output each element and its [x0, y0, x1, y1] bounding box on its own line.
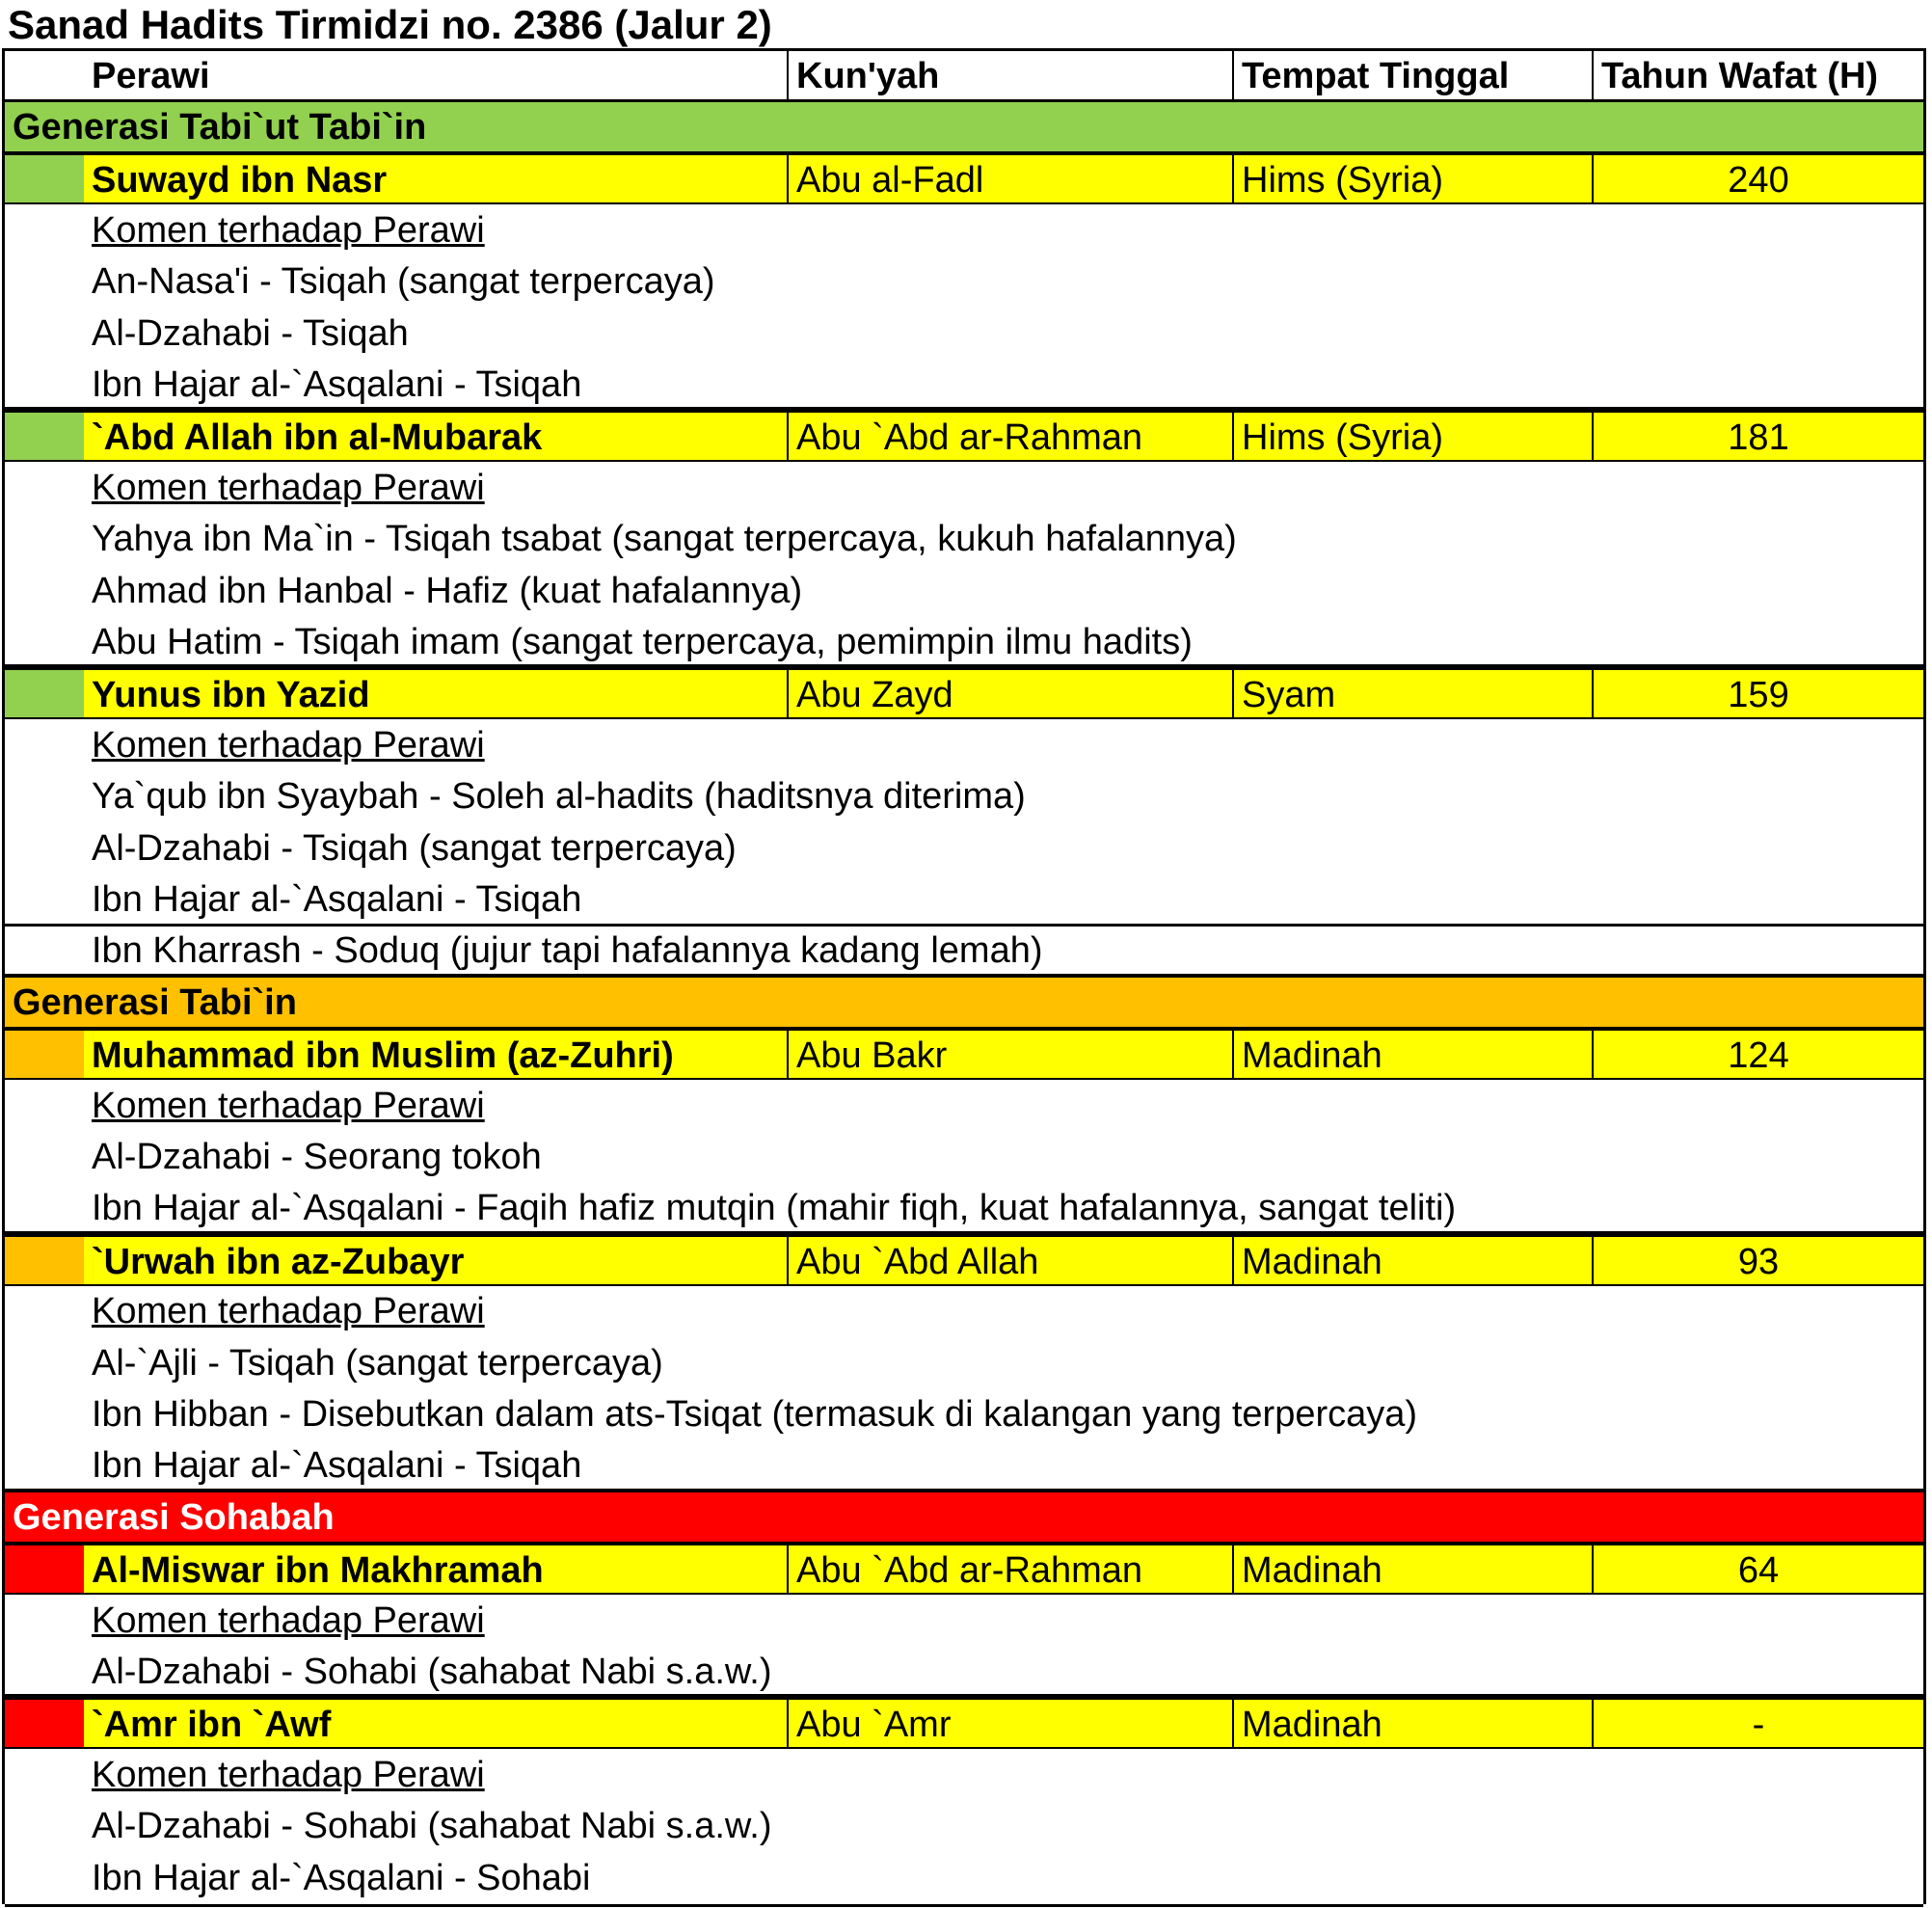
comment-row [5, 1132, 1923, 1183]
comment-row [5, 1647, 1923, 1698]
column-header-row [5, 51, 1923, 102]
comment-text: Ibn Hajar al-`Asqalani - Tsiqah [92, 879, 582, 920]
comment-heading: Komen terhadap Perawi [92, 724, 485, 766]
narrator-death-year: 181 [1592, 413, 1923, 460]
narrator-residence: Hims (Syria) [1232, 413, 1592, 460]
narrator-name: Suwayd ibn Nasr [92, 160, 388, 202]
comment-heading: Komen terhadap Perawi [92, 1291, 485, 1332]
generation-marker [5, 1031, 84, 1078]
narrator-residence: Madinah [1232, 1237, 1592, 1284]
narrator-row [5, 1029, 1923, 1080]
comment-heading-row [5, 463, 1923, 514]
generation-marker [5, 413, 84, 460]
narrator-row [5, 1235, 1923, 1286]
generation-marker [5, 1545, 84, 1593]
comment-text: Ibn Hajar al-`Asqalani - Faqih hafiz mutqin (mahir fiqh, kuat hafalannya, sangat teliti) [92, 1188, 1457, 1229]
narrator-kunyah: Abu Bakr [787, 1031, 1232, 1078]
comment-text: Al-Dzahabi - Sohabi (sahabat Nabi s.a.w.) [92, 1806, 772, 1847]
comment-heading-row [5, 1596, 1923, 1647]
generation-label: Generasi Tabi`ut Tabi`in [13, 107, 427, 148]
comment-heading-row [5, 1750, 1923, 1801]
narrator-name: `Urwah ibn az-Zubayr [92, 1241, 465, 1282]
column-header-wafat: Tahun Wafat (H) [1592, 51, 1923, 99]
narrator-death-year: 124 [1592, 1031, 1923, 1078]
generation-label: Generasi Tabi`in [13, 981, 297, 1023]
narrator-death-year: 240 [1592, 155, 1923, 202]
comment-text: Ya`qub ibn Syaybah - Soleh al-hadits (haditsnya diterima) [92, 776, 1026, 818]
comment-row [5, 309, 1923, 360]
comment-text: An-Nasa'i - Tsiqah (sangat terpercaya) [92, 261, 715, 303]
comment-text: Ibn Kharrash - Soduq (jujur tapi hafalannya kadang lemah) [92, 930, 1043, 972]
comment-text: Al-Dzahabi - Sohabi (sahabat Nabi s.a.w.) [92, 1652, 772, 1692]
comment-row [5, 823, 1923, 874]
comment-row [5, 771, 1923, 822]
generation-label: Generasi Sohabah [13, 1496, 335, 1538]
narrator-kunyah: Abu `Abd ar-Rahman [787, 1545, 1232, 1593]
comment-text: Ibn Hajar al-`Asqalani - Sohabi [92, 1857, 591, 1898]
comment-text: Ibn Hajar al-`Asqalani - Tsiqah [92, 364, 582, 405]
comment-heading: Komen terhadap Perawi [92, 467, 485, 508]
comment-heading-row [5, 205, 1923, 256]
comment-text: Yahya ibn Ma`in - Tsiqah tsabat (sangat terpercaya, kukuh hafalannya) [92, 519, 1237, 560]
comment-text: Ahmad ibn Hanbal - Hafiz (kuat hafalannya) [92, 570, 803, 611]
comment-text: Al-Dzahabi - Tsiqah (sangat terpercaya) [92, 827, 737, 869]
comment-text: Ibn Hajar al-`Asqalani - Tsiqah [92, 1445, 582, 1487]
comment-row [5, 1853, 1923, 1904]
column-header-perawi: Perawi [92, 56, 210, 96]
narrator-name: `Abd Allah ibn al-Mubarak [92, 417, 543, 459]
comment-row [5, 1338, 1923, 1389]
comment-row [5, 874, 1923, 926]
comment-heading-row [5, 720, 1923, 771]
generation-row [5, 978, 1923, 1029]
column-header-kunyah: Kun'yah [787, 51, 1232, 99]
narrator-residence: Madinah [1232, 1700, 1592, 1747]
comment-row [5, 514, 1923, 565]
comment-row [5, 1389, 1923, 1440]
comment-heading: Komen terhadap Perawi [92, 209, 485, 251]
narrator-name: Al-Miswar ibn Makhramah [92, 1550, 544, 1592]
comment-text: Al-Dzahabi - Tsiqah [92, 312, 409, 354]
comment-text: Al-`Ajli - Tsiqah (sangat terpercaya) [92, 1342, 663, 1384]
comment-row [5, 1801, 1923, 1852]
table-bottom-border [5, 1904, 1923, 1907]
comment-heading-row [5, 1286, 1923, 1337]
comment-heading: Komen terhadap Perawi [92, 1754, 485, 1795]
narrator-row [5, 1544, 1923, 1595]
comment-row [5, 566, 1923, 617]
generation-marker [5, 155, 84, 202]
narrator-row [5, 668, 1923, 719]
narrator-name: `Amr ibn `Awf [92, 1705, 332, 1746]
comment-row [5, 256, 1923, 308]
generation-row [5, 1492, 1923, 1544]
comment-row [5, 617, 1923, 668]
narrator-residence: Madinah [1232, 1545, 1592, 1593]
generation-row [5, 102, 1923, 153]
narrator-row [5, 411, 1923, 462]
comment-row [5, 1440, 1923, 1491]
comment-text: Ibn Hibban - Disebutkan dalam ats-Tsiqat (termasuk di kalangan yang terpercaya) [92, 1394, 1418, 1435]
comment-text: Abu Hatim - Tsiqah imam (sangat terpercaya, pemimpin ilmu hadits) [92, 622, 1193, 662]
narrator-name: Muhammad ibn Muslim (az-Zuhri) [92, 1035, 674, 1077]
narrator-residence: Syam [1232, 670, 1592, 717]
narrator-kunyah: Abu `Amr [787, 1700, 1232, 1747]
comment-heading: Komen terhadap Perawi [92, 1599, 485, 1641]
comment-heading: Komen terhadap Perawi [92, 1085, 485, 1126]
generation-marker [5, 670, 84, 717]
narrator-row [5, 153, 1923, 204]
narrator-death-year: 64 [1592, 1545, 1923, 1593]
sanad-table [2, 48, 1926, 1904]
narrator-residence: Hims (Syria) [1232, 155, 1592, 202]
narrator-row [5, 1698, 1923, 1749]
comment-text: Al-Dzahabi - Seorang tokoh [92, 1137, 542, 1177]
generation-marker [5, 1700, 84, 1747]
narrator-death-year: - [1592, 1700, 1923, 1747]
narrator-kunyah: Abu Zayd [787, 670, 1232, 717]
narrator-kunyah: Abu `Abd ar-Rahman [787, 413, 1232, 460]
narrator-name: Yunus ibn Yazid [92, 675, 370, 716]
narrator-death-year: 159 [1592, 670, 1923, 717]
comment-row [5, 1183, 1923, 1234]
comment-heading-row [5, 1081, 1923, 1132]
sheet-title: Sanad Hadits Tirmidzi no. 2386 (Jalur 2) [8, 2, 772, 47]
narrator-kunyah: Abu `Abd Allah [787, 1237, 1232, 1284]
narrator-death-year: 93 [1592, 1237, 1923, 1284]
comment-row [5, 360, 1923, 411]
column-header-tempat: Tempat Tinggal [1232, 51, 1592, 99]
comment-row [5, 926, 1923, 977]
narrator-kunyah: Abu al-Fadl [787, 155, 1232, 202]
narrator-residence: Madinah [1232, 1031, 1592, 1078]
generation-marker [5, 1237, 84, 1284]
